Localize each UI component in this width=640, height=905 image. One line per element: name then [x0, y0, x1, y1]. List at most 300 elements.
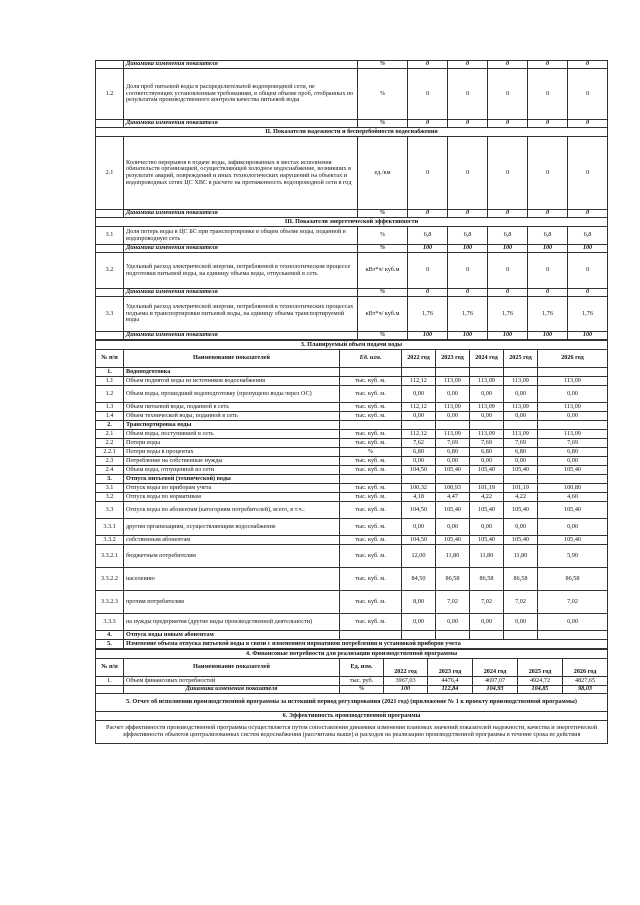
dyn-label: Динамика изменения показателя: [124, 61, 358, 69]
volume-unit: [340, 421, 402, 430]
dyn-label: Динамика изменения показателя: [124, 289, 358, 297]
volume-value: [538, 475, 608, 484]
efficiency-section-title: 6. Эффективность производственной программы: [96, 712, 608, 721]
header-unit: Ед. изм.: [340, 350, 402, 368]
indicator-value: 0: [408, 253, 448, 289]
volume-value: [470, 421, 504, 430]
volume-row: [96, 545, 608, 568]
dyn-value: 100: [448, 245, 488, 253]
volume-value: 113,09: [436, 377, 470, 386]
volume-row: [96, 614, 608, 631]
volume-value: 105,40: [470, 502, 504, 519]
volume-unit: тыс. куб. м.: [340, 377, 402, 386]
volume-value: [538, 631, 608, 640]
volume-value: 105,40: [436, 536, 470, 545]
indicator-value: 0: [568, 253, 608, 289]
indicator-unit: кВт*ч/ куб.м: [358, 253, 408, 289]
dyn-value: 0: [488, 289, 528, 297]
volume-value: 7,69: [470, 439, 504, 448]
volume-row: [96, 493, 608, 502]
indicator-unit: %: [358, 69, 408, 120]
dyn-value: 100: [448, 332, 488, 340]
volume-value: 0,00: [402, 519, 436, 536]
volume-name: на нужды предприятия (другие виды производственной деятельности): [124, 614, 340, 631]
section-row: [96, 218, 608, 227]
volume-value: 86,58: [504, 568, 538, 591]
volume-name: другим организациям, осуществляющим водоснабжение: [124, 519, 340, 536]
volume-name: Объем воды, отпущенной из сети: [124, 466, 340, 475]
volume-value: 4,22: [470, 493, 504, 502]
volume-value: [504, 368, 538, 377]
fin-dyn-2023: 112,84: [428, 686, 473, 694]
volume-name: Объем воды, поступившей в сеть: [124, 430, 340, 439]
volume-unit: тыс. куб. м.: [340, 457, 402, 466]
volume-value: [402, 368, 436, 377]
fin-dyn-name: Динамика изменения показателя: [124, 686, 340, 694]
fin-row-num: 1.: [96, 677, 124, 686]
volume-value: 0,00: [470, 386, 504, 403]
indicator-text: Удельный расход электрической энергии, потребляемой в технологических процессах подъема и транспортировки питьевой воды, на единицу объема транспортируемой воды: [124, 297, 358, 332]
efficiency-text: Расчет эффективности производственной программы осуществляется путем сопоставления динамики изменения плановых значений показателей надежности, качества и энергетической эффективности объектов централизованных систем водоснабжения (рассчитаны выше) и расходов на реализацию производственной программы в течение срока ее действия: [96, 721, 608, 744]
volume-value: 113,09: [470, 377, 504, 386]
volume-value: 0,00: [436, 457, 470, 466]
indicator-num: 2.1: [96, 137, 124, 210]
dyn-value: 0: [528, 210, 568, 218]
dyn-value: 0: [528, 61, 568, 69]
volume-value: 6,80: [436, 448, 470, 457]
indicator-value: 0: [528, 137, 568, 210]
volume-name: Отпуск воды новым абонентам: [124, 631, 340, 640]
fin-value-2022: 3967,03: [384, 677, 428, 686]
indicator-row: [96, 69, 608, 120]
volume-value: 105,40: [538, 466, 608, 475]
finance-table: [95, 649, 608, 744]
volume-value: 0,00: [470, 614, 504, 631]
volume-value: [436, 631, 470, 640]
volume-value: 86,58: [470, 568, 504, 591]
volume-unit: [340, 631, 402, 640]
fin-dyn-2022: 100: [384, 686, 428, 694]
fin-header-num: № п/п: [96, 659, 124, 677]
volume-value: 4,18: [402, 493, 436, 502]
dyn-value: 100: [488, 332, 528, 340]
volume-name: Водоподготовка: [124, 368, 340, 377]
indicators-table: [95, 60, 608, 340]
volume-value: 7,02: [436, 591, 470, 614]
volume-value: 0,00: [470, 412, 504, 421]
dyn-num: [96, 120, 124, 128]
volume-value: 86,58: [538, 568, 608, 591]
volume-table: [95, 340, 608, 649]
document-page: [95, 60, 607, 744]
volume-row: [96, 386, 608, 403]
volume-name: населению: [124, 568, 340, 591]
volume-value: 0,00: [504, 412, 538, 421]
volume-group-row: [96, 368, 608, 377]
dyn-label: Динамика изменения показателя: [124, 120, 358, 128]
volume-value: 113,09: [436, 403, 470, 412]
dyn-value: 0: [568, 289, 608, 297]
volume-num: 3.3: [96, 502, 124, 519]
dyn-num: [96, 61, 124, 69]
volume-unit: [340, 475, 402, 484]
volume-unit: тыс. куб. м.: [340, 545, 402, 568]
dyn-unit: %: [358, 210, 408, 218]
volume-row: [96, 536, 608, 545]
volume-num: 1.4: [96, 412, 124, 421]
volume-value: 0,00: [470, 457, 504, 466]
volume-value: 4,47: [436, 493, 470, 502]
dyn-value: 0: [488, 210, 528, 218]
fin-value-2023: 4476,4: [428, 677, 473, 686]
volume-value: 101,19: [504, 484, 538, 493]
volume-unit: тыс. куб. м.: [340, 568, 402, 591]
dyn-value: 100: [408, 245, 448, 253]
volume-value: 11,80: [436, 545, 470, 568]
indicator-value: 6,8: [528, 227, 568, 245]
dyn-value: 0: [448, 289, 488, 297]
indicator-text: Удельный расход электрической энергии, потребляемой в технологическом процессе подготовки питьевой воды, на единицу объема воды, отпускаемой в сеть: [124, 253, 358, 289]
volume-row: [96, 568, 608, 591]
volume-row: [96, 484, 608, 493]
volume-value: 5,90: [538, 545, 608, 568]
dynamics-row: [96, 332, 608, 340]
indicator-num: 3.2: [96, 253, 124, 289]
volume-unit: тыс. куб. м.: [340, 466, 402, 475]
volume-value: 0,00: [402, 386, 436, 403]
section-reliability-title: II. Показатели надежности и бесперебойности водоснабжения: [96, 128, 608, 137]
volume-value: 0,00: [504, 519, 538, 536]
dynamics-row: [96, 289, 608, 297]
volume-row: [96, 377, 608, 386]
fin-value-2025: 4924,72: [518, 677, 563, 686]
volume-num: 1.1: [96, 377, 124, 386]
dynamics-row: [96, 210, 608, 218]
dyn-label: Динамика изменения показателя: [124, 332, 358, 340]
volume-value: 6,80: [504, 448, 538, 457]
indicator-row: [96, 137, 608, 210]
volume-value: 105,40: [504, 466, 538, 475]
indicator-value: 0: [488, 253, 528, 289]
fin-row-unit: тыс. руб.: [340, 677, 384, 686]
indicator-num: 1.2: [96, 69, 124, 120]
volume-value: 105,40: [470, 536, 504, 545]
indicator-value: 6,8: [488, 227, 528, 245]
dyn-num: [96, 332, 124, 340]
indicator-value: 0: [488, 137, 528, 210]
volume-value: 112,12: [402, 403, 436, 412]
indicator-value: 6,8: [568, 227, 608, 245]
fin-row-name: Объем финансовых потребностей: [124, 677, 340, 686]
fin-dyn-2024: 104,93: [473, 686, 518, 694]
volume-name: Потребление на собственные нужды: [124, 457, 340, 466]
volume-row: [96, 502, 608, 519]
volume-value: 7,62: [402, 439, 436, 448]
volume-name: Отпуск воды по нормативам: [124, 493, 340, 502]
volume-name: бюджетным потребителям: [124, 545, 340, 568]
volume-row: [96, 591, 608, 614]
dyn-unit: %: [358, 332, 408, 340]
indicator-value: 1,76: [568, 297, 608, 332]
dynamics-row: [96, 61, 608, 69]
dyn-value: 0: [568, 120, 608, 128]
volume-num: 2.3: [96, 457, 124, 466]
volume-num: 1.2: [96, 386, 124, 403]
indicator-value: 1,76: [488, 297, 528, 332]
volume-value: [470, 475, 504, 484]
indicator-value: 0: [408, 69, 448, 120]
volume-value: 104,50: [402, 502, 436, 519]
dyn-value: 0: [528, 120, 568, 128]
volume-value: 105,40: [470, 466, 504, 475]
volume-value: 113,09: [538, 430, 608, 439]
volume-num: 3.3.2.1: [96, 545, 124, 568]
volume-unit: тыс. куб. м.: [340, 591, 402, 614]
fin-value-2026: 4827,65: [563, 677, 608, 686]
volume-num: 3.3.2.3: [96, 591, 124, 614]
volume-name: прочим потребителям: [124, 591, 340, 614]
fin-header-2024: 2024 год: [473, 659, 518, 677]
volume-unit: тыс. куб. м.: [340, 386, 402, 403]
volume-value: 113,09: [538, 377, 608, 386]
dynamics-row: [96, 245, 608, 253]
volume-value: 113,09: [470, 430, 504, 439]
volume-num: 2.4: [96, 466, 124, 475]
volume-row: [96, 448, 608, 457]
dynamics-row: [96, 120, 608, 128]
dyn-value: 0: [408, 289, 448, 297]
indicator-text: Доля потерь воды в ЦС БС при транспортировке в общем объеме воды, поданной в водопроводную сеть: [124, 227, 358, 245]
header-year-2025: 2025 год: [504, 350, 538, 368]
volume-value: 101,19: [470, 484, 504, 493]
volume-value: 0,00: [470, 519, 504, 536]
volume-value: [436, 421, 470, 430]
volume-value: 100,80: [538, 484, 608, 493]
volume-value: 113,09: [470, 403, 504, 412]
volume-num: 2.2.1: [96, 448, 124, 457]
volume-value: 113,09: [504, 430, 538, 439]
dyn-unit: %: [358, 245, 408, 253]
volume-value: [402, 475, 436, 484]
header-name: Наименование показателей: [124, 350, 340, 368]
indicator-value: 0: [528, 253, 568, 289]
fin-dyn-2025: 104,85: [518, 686, 563, 694]
volume-num: 3.2: [96, 493, 124, 502]
volume-value: 11,80: [504, 545, 538, 568]
indicator-value: 1,76: [448, 297, 488, 332]
fin-header-unit: Ед. изм.: [340, 659, 384, 677]
dyn-value: 100: [528, 245, 568, 253]
volume-value: 105,40: [538, 536, 608, 545]
volume-value: 6,80: [538, 448, 608, 457]
indicator-value: 1,76: [408, 297, 448, 332]
header-num: № п/п: [96, 350, 124, 368]
volume-value: 86,58: [436, 568, 470, 591]
volume-value: 0,00: [538, 614, 608, 631]
indicator-value: 0: [488, 69, 528, 120]
volume-value: [436, 368, 470, 377]
volume-num: 4.: [96, 631, 124, 640]
volume-value: [436, 475, 470, 484]
volume-num: 2.1: [96, 430, 124, 439]
volume-value: 7,69: [436, 439, 470, 448]
fin-header-2025: 2025 год: [518, 659, 563, 677]
dyn-value: 100: [408, 332, 448, 340]
fin-dyn-unit: %: [340, 686, 384, 694]
volume-value: 0,00: [504, 386, 538, 403]
dyn-value: 0: [408, 210, 448, 218]
volume-num: 3.3.2.2: [96, 568, 124, 591]
fin-header-2023: 2023 год: [428, 659, 473, 677]
fin-header-2022: 2022 год: [384, 659, 428, 677]
volume-value: 0,00: [538, 519, 608, 536]
dyn-value: 0: [448, 61, 488, 69]
header-year-2022: 2022 год: [402, 350, 436, 368]
volume-value: [504, 421, 538, 430]
volume-value: 105,40: [436, 466, 470, 475]
volume-section-title: 3. Планируемый объем подачи воды: [96, 341, 608, 350]
dyn-value: 100: [488, 245, 528, 253]
indicator-num: 3.1: [96, 227, 124, 245]
dyn-value: 0: [448, 210, 488, 218]
volume-unit: тыс. куб. м.: [340, 412, 402, 421]
indicator-row: [96, 227, 608, 245]
volume-num: 2.2: [96, 439, 124, 448]
volume-value: 105,40: [504, 502, 538, 519]
section-row: [96, 128, 608, 137]
volume-name: Потери воды в процентах: [124, 448, 340, 457]
volume-unit: %: [340, 448, 402, 457]
volume-name: Объем питьевой воды, поданной в сеть: [124, 403, 340, 412]
volume-value: 0,00: [538, 457, 608, 466]
volume-unit: тыс. куб. м.: [340, 536, 402, 545]
volume-unit: [340, 368, 402, 377]
fin-dyn-2026: 98,03: [563, 686, 608, 694]
volume-unit: тыс. куб. м.: [340, 493, 402, 502]
volume-value: [402, 631, 436, 640]
volume-name: Объем поднятой воды из источников водоснабжения: [124, 377, 340, 386]
indicator-row: [96, 253, 608, 289]
volume-row: [96, 519, 608, 536]
dyn-value: 0: [408, 61, 448, 69]
dyn-value: 0: [568, 210, 608, 218]
volume-value: 7,69: [504, 439, 538, 448]
volume-num: 3.: [96, 475, 124, 484]
dyn-value: 100: [568, 245, 608, 253]
volume-group-row: [96, 421, 608, 430]
volume-name: Отпуск воды по абонентам (категориям потребителей), всего, в т.ч.:: [124, 502, 340, 519]
volume-unit: тыс. куб. м.: [340, 430, 402, 439]
dyn-value: 100: [568, 332, 608, 340]
volume-value: 0,00: [504, 457, 538, 466]
dyn-num: [96, 245, 124, 253]
volume-value: [504, 475, 538, 484]
section-energy-title: III. Показатели энергетической эффективности: [96, 218, 608, 227]
volume-num: 3.1: [96, 484, 124, 493]
dyn-label: Динамика изменения показателя: [124, 210, 358, 218]
indicator-value: 0: [568, 69, 608, 120]
fin-header-name: Наименование показателей: [124, 659, 340, 677]
indicator-text: Количество перерывов в подаче воды, зафиксированных в местах исполнения обязательств организацией, осуществляющей холодное водоснабжение, возникших в результате аварий, повреждений и иных технологических нарушений на объектах и водопроводных сетях ЦС ХВС в расчете на протяженность водопроводной сети в год: [124, 137, 358, 210]
header-year-2023: 2023 год: [436, 350, 470, 368]
report-section-title: 5. Отчет об исполнении производственной программы за истекший период регулирования (2021 год) (приложение № 1 к проекту производственной программы): [96, 694, 608, 712]
volume-name: Отпуск питьевой (технической) воды: [124, 475, 340, 484]
dyn-value: 0: [448, 120, 488, 128]
volume-name: Отпуск воды по приборам учета: [124, 484, 340, 493]
volume-row: [96, 403, 608, 412]
fin-header-2026: 2026 год: [563, 659, 608, 677]
indicator-unit: ед./км: [358, 137, 408, 210]
finance-section-title: 4. Финансовые потребности для реализации производственной программы: [96, 650, 608, 659]
volume-value: 0,00: [436, 519, 470, 536]
dyn-unit: %: [358, 61, 408, 69]
dyn-value: 0: [488, 61, 528, 69]
volume-name: Объем технической воды, поданной в сеть: [124, 412, 340, 421]
volume-value: 0,00: [538, 412, 608, 421]
indicator-unit: кВт*ч/ куб.м: [358, 297, 408, 332]
volume-row: [96, 412, 608, 421]
volume-group-row: [96, 631, 608, 640]
volume-value: [402, 421, 436, 430]
dyn-value: 0: [408, 120, 448, 128]
volume-value: [538, 368, 608, 377]
dyn-num: [96, 289, 124, 297]
volume-value: 113,09: [504, 403, 538, 412]
volume-value: 7,02: [504, 591, 538, 614]
volume-name: Транспортировка воды: [124, 421, 340, 430]
volume-value: 100,32: [402, 484, 436, 493]
indicator-row: [96, 297, 608, 332]
volume-value: 0,00: [402, 457, 436, 466]
fin-value-2024: 4697,07: [473, 677, 518, 686]
volume-num: 3.3.3: [96, 614, 124, 631]
row5-text: Изменение объема отпуска питьевой воды в связи с изменением нормативов потребления и установкой приборов учета: [124, 640, 608, 649]
volume-num: 1.: [96, 368, 124, 377]
volume-value: 84,50: [402, 568, 436, 591]
indicator-value: 0: [528, 69, 568, 120]
volume-num: 3.3.2: [96, 536, 124, 545]
volume-row: [96, 439, 608, 448]
volume-value: 0,00: [402, 614, 436, 631]
volume-value: 105,40: [538, 502, 608, 519]
volume-unit: тыс. куб. м.: [340, 403, 402, 412]
header-year-2024: 2024 год: [470, 350, 504, 368]
indicator-num: 3.3: [96, 297, 124, 332]
volume-value: [470, 631, 504, 640]
indicator-value: 0: [408, 137, 448, 210]
dyn-label: Динамика изменения показателя: [124, 245, 358, 253]
indicator-unit: %: [358, 227, 408, 245]
volume-value: 7,69: [538, 439, 608, 448]
volume-num: 2.: [96, 421, 124, 430]
volume-unit: тыс. куб. м.: [340, 519, 402, 536]
volume-value: 0,00: [436, 412, 470, 421]
volume-value: [538, 421, 608, 430]
indicator-value: 0: [448, 253, 488, 289]
volume-name: Объем воды, прошедший водоподготовку (пропущено воды через ОС): [124, 386, 340, 403]
volume-group-row: [96, 475, 608, 484]
indicator-value: 0: [448, 69, 488, 120]
volume-value: 104,50: [402, 466, 436, 475]
volume-value: 6,80: [470, 448, 504, 457]
volume-value: 0,00: [538, 386, 608, 403]
volume-row: [96, 466, 608, 475]
indicator-value: 6,8: [408, 227, 448, 245]
volume-value: 11,80: [470, 545, 504, 568]
volume-value: 0,00: [436, 386, 470, 403]
volume-value: 0,00: [402, 412, 436, 421]
dyn-value: 0: [528, 289, 568, 297]
